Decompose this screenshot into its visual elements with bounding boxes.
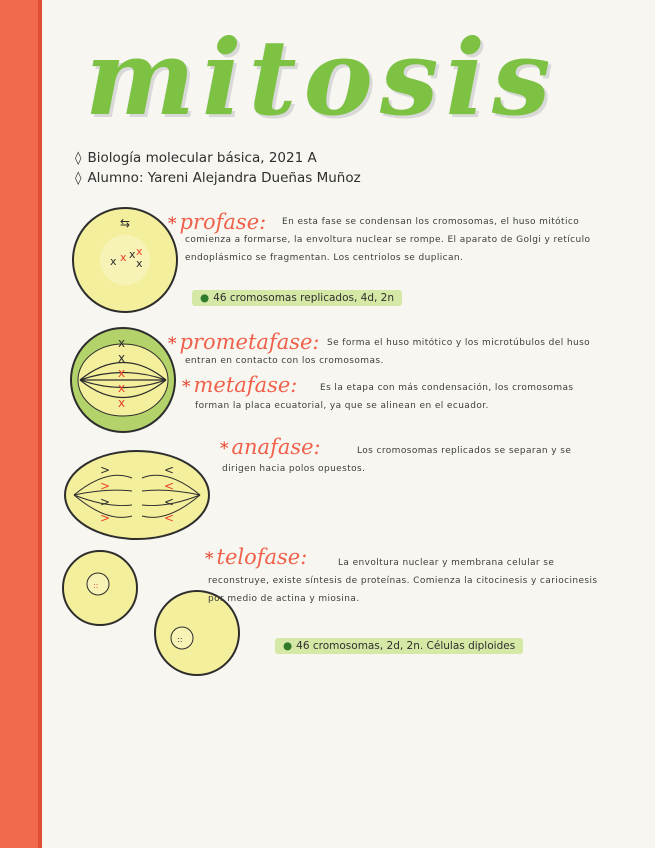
metafase-description: Es la etapa con más condensación, los cromosomas forman la placa ecuatorial, ya que se alinean en el ecuador. xyxy=(195,383,574,411)
star-icon: * xyxy=(182,377,191,397)
svg-text:x: x xyxy=(118,351,126,365)
svg-text:x: x xyxy=(118,396,126,410)
star-icon: * xyxy=(168,214,177,234)
svg-text:<: < xyxy=(164,495,175,509)
course-text: Biología molecular básica, 2021 A xyxy=(87,150,317,166)
svg-text:>: > xyxy=(100,511,111,525)
bullet-icon: ● xyxy=(283,640,293,652)
title-lettering: mitosis xyxy=(85,16,558,139)
prometafase-description: Se forma el huso mitótico y los microtúbulos del huso entran en contacto con los cromosomas. xyxy=(185,338,591,366)
diamond-icon: ◊ xyxy=(75,151,82,166)
profase-cell-drawing xyxy=(70,205,180,315)
telofase-description: La envoltura nuclear y membrana celular se reconstruye, existe síntesis de proteínas. Comienza la citocinesis y cariocinesis por medio de actina y miosina. xyxy=(208,558,598,604)
prometafase-cell-drawing xyxy=(68,325,178,435)
svg-text:>: > xyxy=(100,463,111,477)
anafase-description: Los cromosomas replicados se separan y se dirigen hacia polos opuestos. xyxy=(222,446,572,474)
svg-text:>: > xyxy=(100,479,111,493)
svg-text:x: x xyxy=(136,257,143,270)
profase-description: En esta fase se condensan los cromosomas, el huso mitótico comienza a formarse, la envoltura nuclear se rompe. El aparato de Golgi y retículo endoplásmico se fragmentan. Los centriolos se duplican. xyxy=(185,217,591,263)
svg-text:x: x xyxy=(118,336,126,350)
svg-text:<: < xyxy=(164,479,175,493)
star-icon: * xyxy=(205,549,214,569)
svg-text:x: x xyxy=(118,381,126,395)
star-icon: * xyxy=(168,334,177,354)
page-title xyxy=(85,10,565,145)
anafase-cell-drawing xyxy=(62,448,212,543)
svg-text:⇆: ⇆ xyxy=(119,216,131,230)
page-margin-bar xyxy=(0,0,42,848)
bullet-icon: ● xyxy=(200,292,210,304)
telofase-heading: * telofase: xyxy=(205,545,308,569)
anafase-heading: * anafase: xyxy=(220,435,321,459)
svg-text:::: :: xyxy=(93,581,99,590)
svg-text:<: < xyxy=(164,463,175,477)
metafase-heading: * metafase: xyxy=(182,373,298,397)
svg-text:>: > xyxy=(100,495,111,509)
profase-heading: * profase: xyxy=(168,210,267,234)
svg-text:x: x xyxy=(120,251,127,264)
prometafase-heading: * prometafase: xyxy=(168,330,320,354)
diamond-icon: ◊ xyxy=(75,171,82,186)
svg-text:x: x xyxy=(129,248,136,261)
svg-text:x: x xyxy=(110,255,117,268)
student-text: Alumno: Yareni Alejandra Dueñas Muñoz xyxy=(87,170,361,186)
telofase-note: ● 46 cromosomas, 2d, 2n. Células diploides xyxy=(275,638,523,654)
telofase-cell-drawing-1 xyxy=(60,548,140,628)
student-line xyxy=(75,170,361,186)
svg-text:::: :: xyxy=(177,635,183,644)
svg-text:x: x xyxy=(136,245,143,258)
svg-text:x: x xyxy=(118,366,126,380)
course-line xyxy=(75,150,317,166)
svg-text:<: < xyxy=(164,511,175,525)
star-icon: * xyxy=(220,439,229,459)
profase-note: ● 46 cromosomas replicados, 4d, 2n xyxy=(192,290,402,306)
